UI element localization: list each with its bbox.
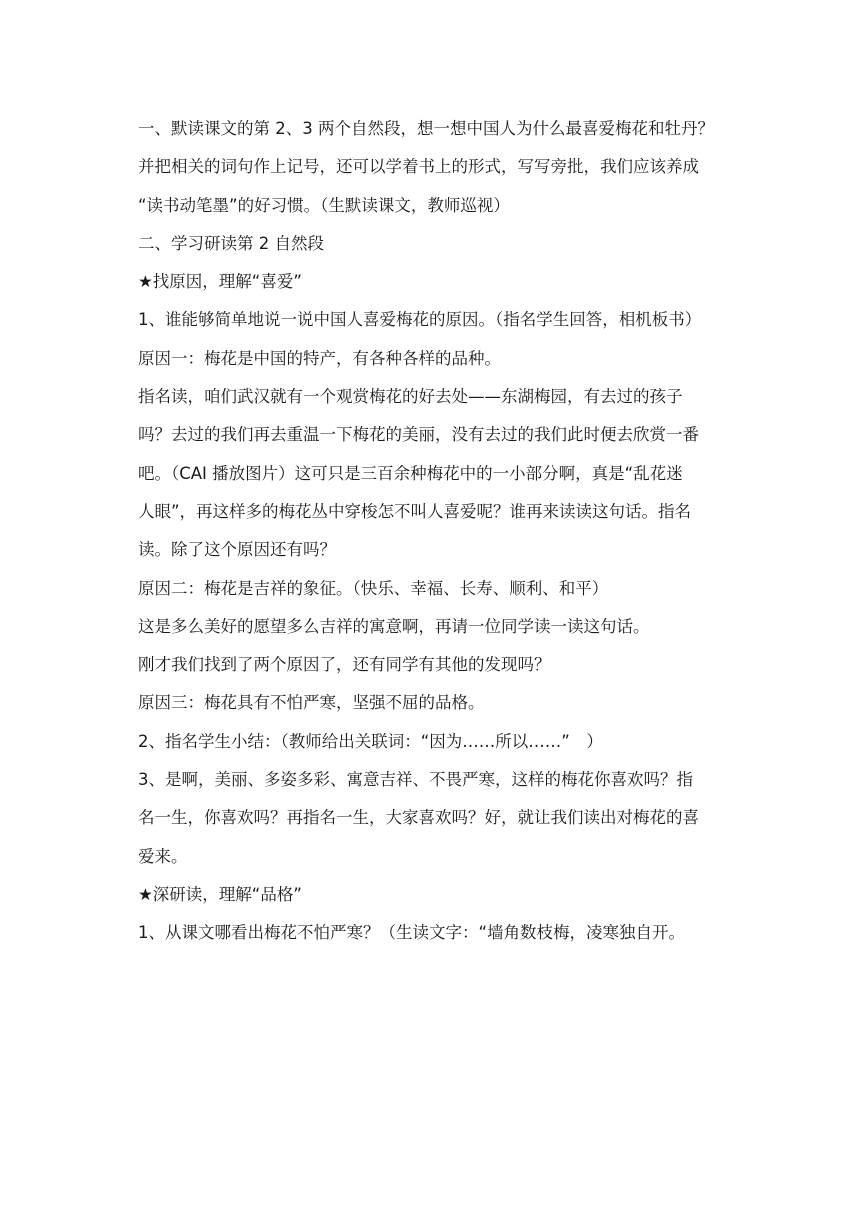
paragraph-line: 吧。（CAI 播放图片）这可只是三百余种梅花中的一小部分啊，真是“乱花迷 [138,463,683,483]
subsection-heading: ★找原因，理解“喜爱” [138,272,302,292]
paragraph-line: 人眼”，再这样多的梅花丛中穿梭怎不叫人喜爱呢？谁再来读读这句话。指名 [138,501,692,521]
paragraph-line: 并把相关的词句作上记号，还可以学着书上的形式，写写旁批，我们应该养成 [138,157,699,177]
paragraph-line: 原因二：梅花是吉祥的象征。（快乐、幸福、长寿、顺利、和平） [138,578,609,598]
paragraph-line: 一、默读课文的第 2、3 两个自然段，想一想中国人为什么最喜爱梅花和牡丹？ [138,119,714,138]
document-body [138,110,738,953]
paragraph-line: 刚才我们找到了两个原因了，还有同学有其他的发现吗？ [138,655,551,675]
paragraph-line: “读书动笔墨”的好习惯。（生默读课文，教师巡视） [138,195,510,215]
paragraph-line: 名一生，你喜欢吗？再指名一生，大家喜欢吗？好，就让我们读出对梅花的喜 [138,808,699,828]
paragraph-line: 指名读，咱们武汉就有一个观赏梅花的好去处——东湖梅园，有去过的孩子 [138,387,683,407]
paragraph-line: 1、从课文哪看出梅花不怕严寒？（生读文字：“墙角数枝梅，凌寒独自开。 [138,923,686,943]
paragraph-line: 吗？去过的我们再去重温一下梅花的美丽，没有去过的我们此时便去欣赏一番 [138,425,699,445]
paragraph-line: 这是多么美好的愿望多么吉祥的寓意啊，再请一位同学读一读这句话。 [138,616,650,636]
paragraph-line: 爱来。 [138,846,188,866]
paragraph-line: 1、谁能够简单地说一说中国人喜爱梅花的原因。（指名学生回答，相机板书） [138,310,702,330]
paragraph-line: 读。除了这个原因还有吗？ [138,540,336,560]
paragraph-line: 原因三：梅花具有不怕严寒，坚强不屈的品格。 [138,693,485,713]
subsection-heading: ★深研读，理解“品格” [138,884,302,904]
paragraph-line: 3、是啊，美丽、多姿多彩、寓意吉祥、不畏严寒，这样的梅花你喜欢吗？指 [138,770,693,790]
paragraph-line: 原因一：梅花是中国的特产，有各种各样的品种。 [138,348,501,368]
section-heading: 二、学习研读第 2 自然段 [138,233,324,253]
paragraph-line: 2、指名学生小结：（教师给出关联词：“因为……所以……” ） [138,731,603,751]
